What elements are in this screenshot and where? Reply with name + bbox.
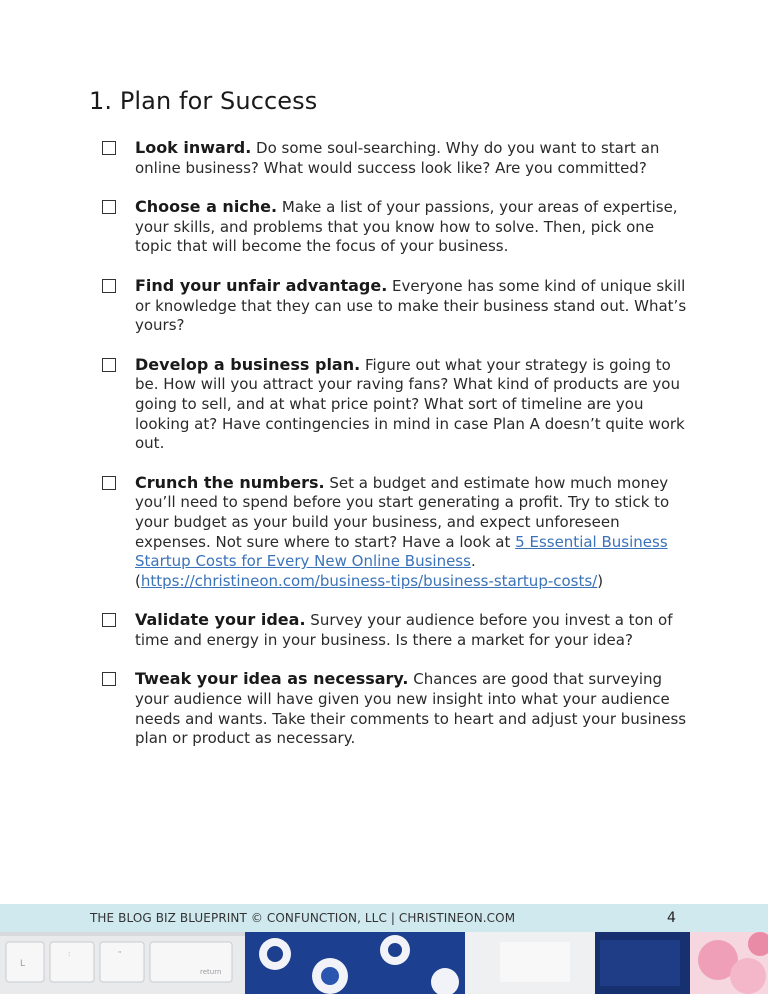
item-heading: Find your unfair advantage. [135, 275, 388, 295]
checklist-item-validate-idea [100, 610, 690, 650]
item-heading: Develop a business plan. [135, 354, 361, 374]
page-title: 1. Plan for Success [89, 87, 318, 115]
checkbox[interactable] [102, 200, 116, 214]
item-heading: Validate your idea. [135, 610, 306, 630]
svg-text:": " [118, 950, 122, 958]
startup-costs-url-link[interactable]: https://christineon.com/business-tips/business-startup-costs/ [140, 571, 598, 590]
checklist-item-choose-niche [100, 197, 690, 257]
item-body-closing: ) [597, 571, 604, 590]
item-body: Do some soul-searching. Why do you want to start an online business? What would success look like? Are you committed? [135, 139, 660, 177]
item-body: Make a list of your passions, your areas of expertise, your skills, and problems that you know how to solve. Then, pick one topic that will become the focus of your business. [135, 198, 678, 256]
footer-text: THE BLOG BIZ BLUEPRINT © CONFUNCTION, LLC | CHRISTINEON.COM [90, 911, 516, 925]
checkbox[interactable] [102, 613, 116, 627]
item-body: Everyone has some kind of unique skill or knowledge that they can use to make their business stand out. What’s yours? [135, 276, 687, 335]
item-heading: Crunch the numbers. [135, 472, 325, 492]
decorative-photo-strip [0, 932, 768, 994]
checkbox[interactable] [102, 141, 116, 155]
page-number: 4 [667, 910, 676, 926]
checklist-item-unfair-advantage [100, 276, 690, 336]
checklist-item-business-plan [100, 355, 690, 454]
svg-text:L: L [20, 959, 26, 969]
item-body: Chances are good that surveying your audience will have given you new insight into what your audience needs and wants. Take their comments to heart and adjust your business plan or product as necessary. [135, 670, 687, 748]
checklist-item-look-inward [100, 138, 690, 178]
checkbox[interactable] [102, 279, 116, 293]
checklist-item-crunch-numbers [100, 473, 690, 592]
desk-photo-image [0, 932, 768, 994]
startup-costs-link[interactable]: 5 Essential Business Startup Costs for Every New Online Business [135, 532, 668, 571]
item-body: Figure out what your strategy is going to be. How will you attract your raving fans? What kind of products are you going to sell, and at what price point? What sort of timeline are you looking at? Have contingencies in mind in case Plan A doesn’t quite work out. [135, 355, 685, 453]
item-heading: Choose a niche. [135, 197, 278, 217]
checkbox[interactable] [102, 358, 116, 372]
checklist [100, 138, 690, 768]
item-body-punctuation: . ( [135, 552, 476, 590]
svg-text:return: return [200, 968, 222, 976]
item-heading: Tweak your idea as necessary. [135, 669, 409, 689]
item-heading: Look inward. [135, 138, 252, 157]
checkbox[interactable] [102, 476, 116, 490]
item-body: Set a budget and estimate how much money you’ll need to spend before you start generating a profit. Try to stick to your budget as your build your business, and expect unforeseen expenses. Not sure where to start? Have a look at [135, 473, 670, 551]
checklist-item-tweak-idea [100, 669, 690, 748]
checkbox[interactable] [102, 672, 116, 686]
item-body: Survey your audience before you invest a ton of time and energy in your business. Is there a market for your idea? [135, 611, 673, 649]
svg-text::: : [68, 950, 71, 958]
